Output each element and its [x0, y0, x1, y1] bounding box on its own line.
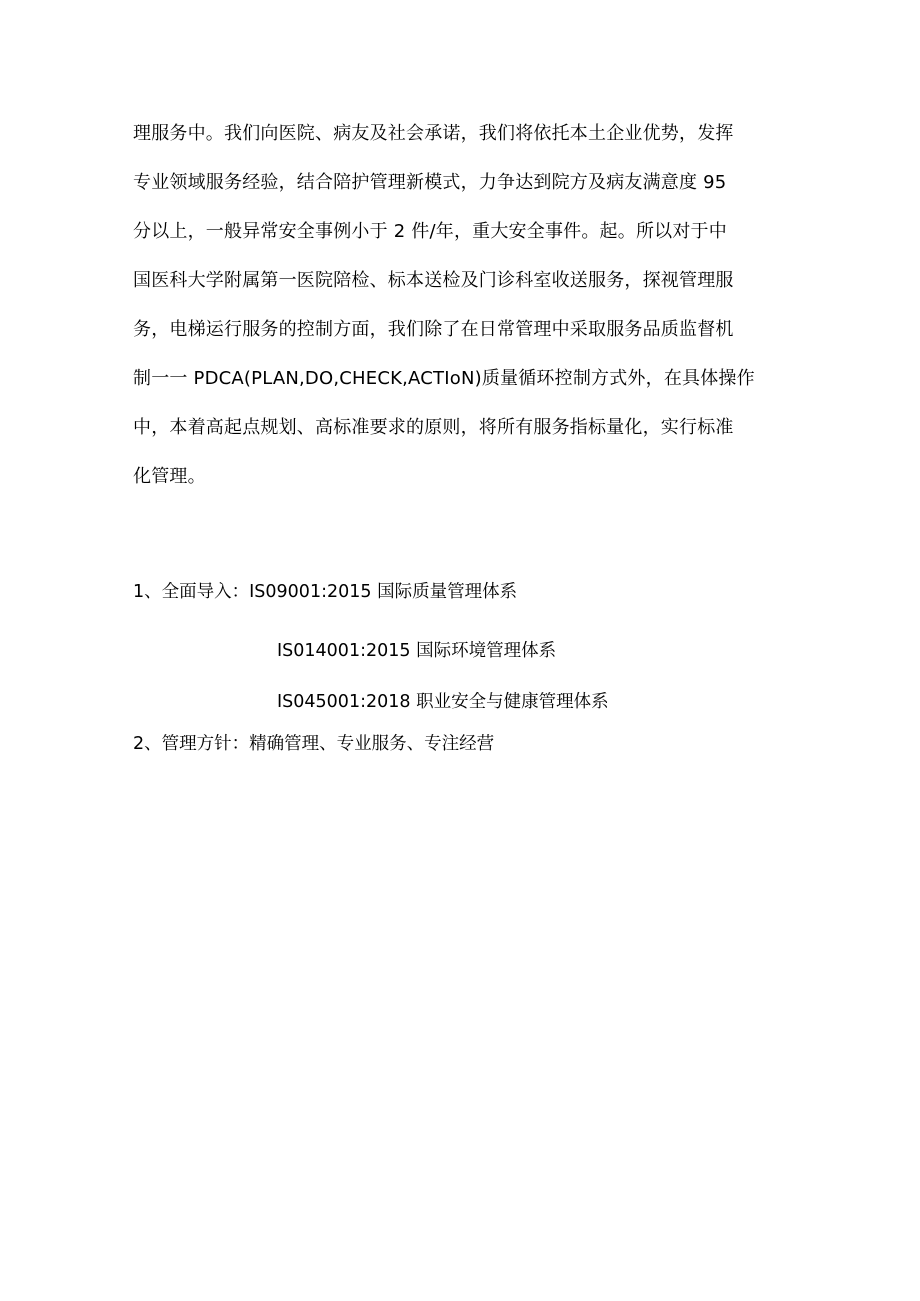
- list-subitem-text: IS014001:2015 国际环境管理体系: [277, 641, 557, 661]
- list-item-text: 管理方针：精确管理、专业服务、专注经营: [161, 734, 495, 754]
- list-item: [133, 572, 813, 626]
- list-item-number: 2: [133, 734, 145, 754]
- body-paragraph: [133, 114, 795, 506]
- numbered-list: [133, 572, 813, 764]
- list-item-number: 1: [133, 582, 145, 602]
- paragraph-line: 理服务中。我们向医院、病友及社会承诺，我们将依托本土企业优势，发挥: [133, 123, 734, 144]
- list-item-separator: 、: [144, 734, 162, 754]
- list-subitem-text: IS045001:2018 职业安全与健康管理体系: [277, 692, 609, 712]
- list-item-separator: 、: [144, 582, 162, 602]
- paragraph-line: 务，电梯运行服务的控制方面，我们除了在日常管理中采取服务品质监督机: [133, 319, 734, 340]
- list-item-text: 全面导入：IS09001:2015 国际质量管理体系: [161, 582, 518, 602]
- list-subitem: [133, 626, 813, 677]
- paragraph-line: 化管理。: [133, 466, 206, 487]
- list-item: [133, 724, 813, 764]
- paragraph-line: 专业领域服务经验，结合陪护管理新模式，力争达到院方及病友满意度 95: [133, 172, 727, 193]
- paragraph-line: 制一一 PDCA(PLAN,DO,CHECK,ACTIoN)质量循环控制方式外，在具体操作: [133, 368, 755, 389]
- paragraph-line: 国医科大学附属第一医院陪检、标本送检及门诊科室收送服务，探视管理服: [133, 270, 734, 291]
- paragraph-line: 分以上，一般异常安全事例小于 2 件/年，重大安全事件。起。所以对于中: [133, 221, 727, 242]
- paragraph-line: 中，本着高起点规划、高标准要求的原则，将所有服务指标量化，实行标准: [133, 417, 734, 438]
- list-subitem: [133, 677, 813, 728]
